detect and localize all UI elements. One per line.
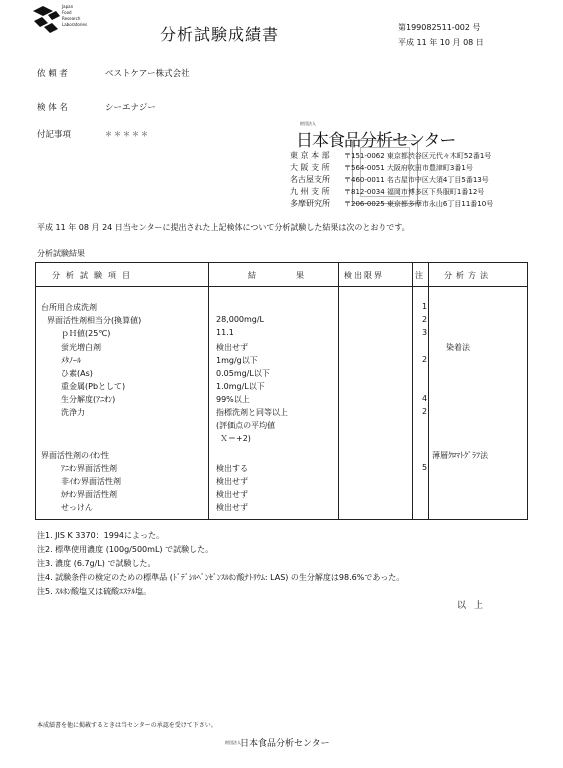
row-item: 蛍光増白剤	[61, 343, 101, 352]
row-result: 0.05mg/L以下	[216, 369, 270, 378]
row-note: 2	[422, 315, 428, 324]
row-note: 5	[422, 463, 428, 472]
header-limit: 検出限界	[344, 271, 384, 280]
results-table	[35, 262, 528, 520]
footnote: 注2. 標準使用濃度 (100g/500mL) で試験した。	[37, 545, 214, 554]
remarks-label: 付記事項	[37, 130, 72, 140]
issuer-name: 日本食品分析センター	[296, 131, 456, 151]
header-method: 分析方法	[444, 271, 492, 280]
column-divider	[412, 263, 413, 519]
header-result: 結果	[248, 271, 344, 280]
issuer-small-label: 財団法人	[300, 121, 316, 126]
client-value: ベストケアー株式会社	[105, 69, 190, 79]
row-result: Ｘ＝+2)	[220, 434, 251, 443]
row-result: 検出せず	[216, 490, 248, 499]
office-address: 〒812-0034 福岡市博多区下呉服町1番12号	[344, 188, 485, 196]
row-result: 1.0mg/L以下	[216, 382, 265, 391]
header-divider	[36, 286, 527, 287]
row-item: 生分解度(ｱﾆｵﾝ)	[61, 395, 116, 404]
row-item: ｐＨ値(25℃)	[61, 329, 111, 338]
remarks-value: ＊＊＊＊＊	[105, 130, 150, 138]
logo-line: Japan	[62, 4, 74, 9]
footnote: 注5. ｽﾙﾎﾝ酸塩又は硫酸ｴｽﾃﾙ塩。	[37, 587, 152, 596]
row-item: 台所用合成洗剤	[41, 303, 97, 312]
sample-label: 検 体 名	[37, 103, 68, 113]
row-result: 指標洗剤と同等以上	[216, 408, 288, 417]
row-item: 重金属(Pbとして)	[61, 382, 126, 391]
footer-small-label: 財団法人	[225, 740, 241, 745]
office-name: 多摩研究所	[290, 199, 330, 208]
header-item: 分析試験項目	[52, 271, 136, 280]
logo-line: Food	[62, 10, 72, 15]
footer-note: 本成績書を他に掲載するときは当センターの承認を受けて下さい。	[37, 722, 217, 729]
office-address: 〒151-0062 東京都渋谷区元代々木町52番1号	[344, 152, 492, 160]
office-address: 〒206-0025 東京都多摩市永山6丁目11番10号	[344, 200, 494, 208]
column-divider	[208, 263, 209, 519]
results-heading: 分析試験結果	[37, 249, 85, 258]
office-address: 〒460-0011 名古屋市中区大須4丁目5番13号	[344, 176, 489, 184]
row-note: 2	[422, 407, 428, 416]
row-item: せっけん	[61, 503, 93, 512]
row-method: 薄層ｸﾛﾏﾄｸﾞﾗﾌ法	[432, 451, 488, 460]
row-result: 検出せず	[216, 477, 248, 486]
footer-issuer-name: 日本食品分析センター	[240, 739, 330, 749]
sample-value: シーエナジー	[105, 103, 156, 113]
office-name: 名古屋支所	[290, 175, 330, 184]
row-item: 界面活性剤のｲｵﾝ性	[41, 451, 109, 460]
row-result: 検出する	[216, 464, 248, 473]
row-item: 洗浄力	[61, 408, 85, 417]
document-number: 第199082511-002 号	[398, 23, 481, 32]
logo-text	[62, 4, 87, 28]
row-result: 28,000mg/L	[216, 315, 265, 324]
row-item: 非ｲｵﾝ界面活性剤	[61, 477, 121, 486]
footnote: 注4. 試験条件の検定のための標準品 (ﾄﾞﾃﾞｼﾙﾍﾞﾝｾﾞﾝｽﾙﾎﾝ酸ﾅﾄﾘｳﾑ: LAS) の生分解度は98.6%であった。	[37, 573, 405, 582]
footnote: 注1. JIS K 3370：1994によった。	[37, 531, 165, 540]
row-result: 11.1	[216, 328, 234, 337]
header-note: 注	[415, 271, 423, 280]
column-divider	[338, 263, 339, 519]
footnote: 注3. 濃度 (6.7g/L) で試験した。	[37, 559, 156, 568]
row-item: 界面活性剤相当分(換算値)	[47, 316, 142, 325]
logo-line: Research	[62, 16, 81, 21]
client-label: 依 頼 者	[37, 69, 68, 79]
office-name: 九 州 支 所	[290, 187, 330, 196]
row-note: 4	[422, 394, 428, 403]
row-result: 検出せず	[216, 503, 248, 512]
office-name: 大 阪 支 所	[290, 163, 330, 172]
row-item: ﾒﾀﾉｰﾙ	[61, 356, 81, 365]
row-note: 2	[422, 355, 428, 364]
row-result: 1mg/g以下	[216, 356, 258, 365]
row-note: 3	[422, 328, 428, 337]
row-note: 1	[422, 302, 428, 311]
intro-text: 平成 11 年 08 月 24 日当センターに提出された上記検体について分析試験した結果は次のとおりです。	[37, 223, 410, 232]
document-date: 平成 11 年 10 月 08 日	[398, 38, 484, 47]
column-divider	[428, 263, 429, 519]
document-title: 分析試験成績書	[160, 25, 280, 44]
row-result: 99%以上	[216, 395, 250, 404]
office-address: 〒564-0051 大阪府吹田市豊津町3番1号	[344, 164, 473, 172]
row-result: (評価点の平均値	[216, 421, 276, 430]
row-item: ひ素(As)	[61, 369, 93, 378]
row-method: 染着法	[446, 343, 470, 352]
row-item: ｱﾆｵﾝ界面活性剤	[61, 464, 117, 473]
logo-line: Laboratories	[62, 22, 88, 27]
end-mark: 以上	[457, 601, 492, 611]
row-item: ｶﾁｵﾝ界面活性剤	[61, 490, 117, 499]
office-name: 東 京 本 部	[290, 151, 330, 160]
row-result: 検出せず	[216, 343, 248, 352]
